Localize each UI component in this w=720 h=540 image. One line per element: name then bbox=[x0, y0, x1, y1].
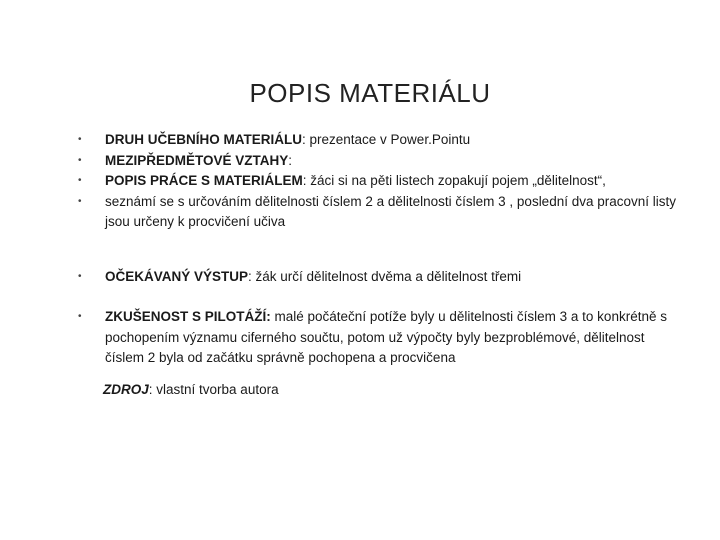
item-label: OČEKÁVANÝ VÝSTUP bbox=[105, 268, 249, 284]
list-item-work-description-continued bbox=[78, 192, 678, 233]
bullet-icon: • bbox=[78, 195, 82, 207]
bullet-icon: • bbox=[78, 134, 82, 145]
bullet-icon: • bbox=[78, 154, 82, 166]
material-description-list bbox=[78, 130, 678, 369]
list-item-work-description bbox=[78, 171, 678, 192]
source-note bbox=[103, 382, 279, 397]
list-item-material-type bbox=[78, 130, 678, 151]
item-text: seznámí se s určováním dělitelnosti číslem 2 a dělitelnosti číslem 3 , poslední dva pracovní listy jsou určeny k procvičení učiva bbox=[105, 193, 677, 229]
source-text: : vlastní tvorba autora bbox=[148, 382, 279, 397]
item-text: malé počáteční potíže byly u dělitelnosti číslem 3 a to konkrétně s pochopením významu ciferného součtu, potom už výpočty byly bezproblémové, dělitelnost číslem 2 byla od začátku správně pochopena a procvičena bbox=[105, 309, 667, 365]
item-text: : bbox=[288, 152, 293, 168]
item-text: : prezentace v Power.Pointu bbox=[302, 132, 471, 147]
list-item-pilot-experience bbox=[78, 307, 678, 369]
item-label: POPIS PRÁCE S MATERIÁLEM bbox=[105, 173, 303, 188]
item-text: : žák určí dělitelnost dvěma a dělitelnost třemi bbox=[248, 268, 522, 284]
list-item-expected-outcome bbox=[78, 267, 678, 288]
source-label: ZDROJ bbox=[103, 382, 149, 397]
item-label: ZKUŠENOST S PILOTÁŽÍ: bbox=[105, 309, 271, 324]
list-item-cross-subject bbox=[78, 151, 678, 172]
item-text: : žáci si na pěti listech zopakují pojem „dělitelnost“, bbox=[302, 173, 606, 188]
bullet-icon: • bbox=[78, 270, 82, 282]
item-label: MEZIPŘEDMĚTOVÉ VZTAHY bbox=[105, 152, 289, 168]
item-label: DRUH UČEBNÍHO MATERIÁLU bbox=[105, 132, 302, 147]
bullet-icon: • bbox=[78, 175, 82, 186]
slide-title: POPIS MATERIÁLU bbox=[249, 78, 491, 108]
bullet-icon: • bbox=[78, 311, 82, 322]
